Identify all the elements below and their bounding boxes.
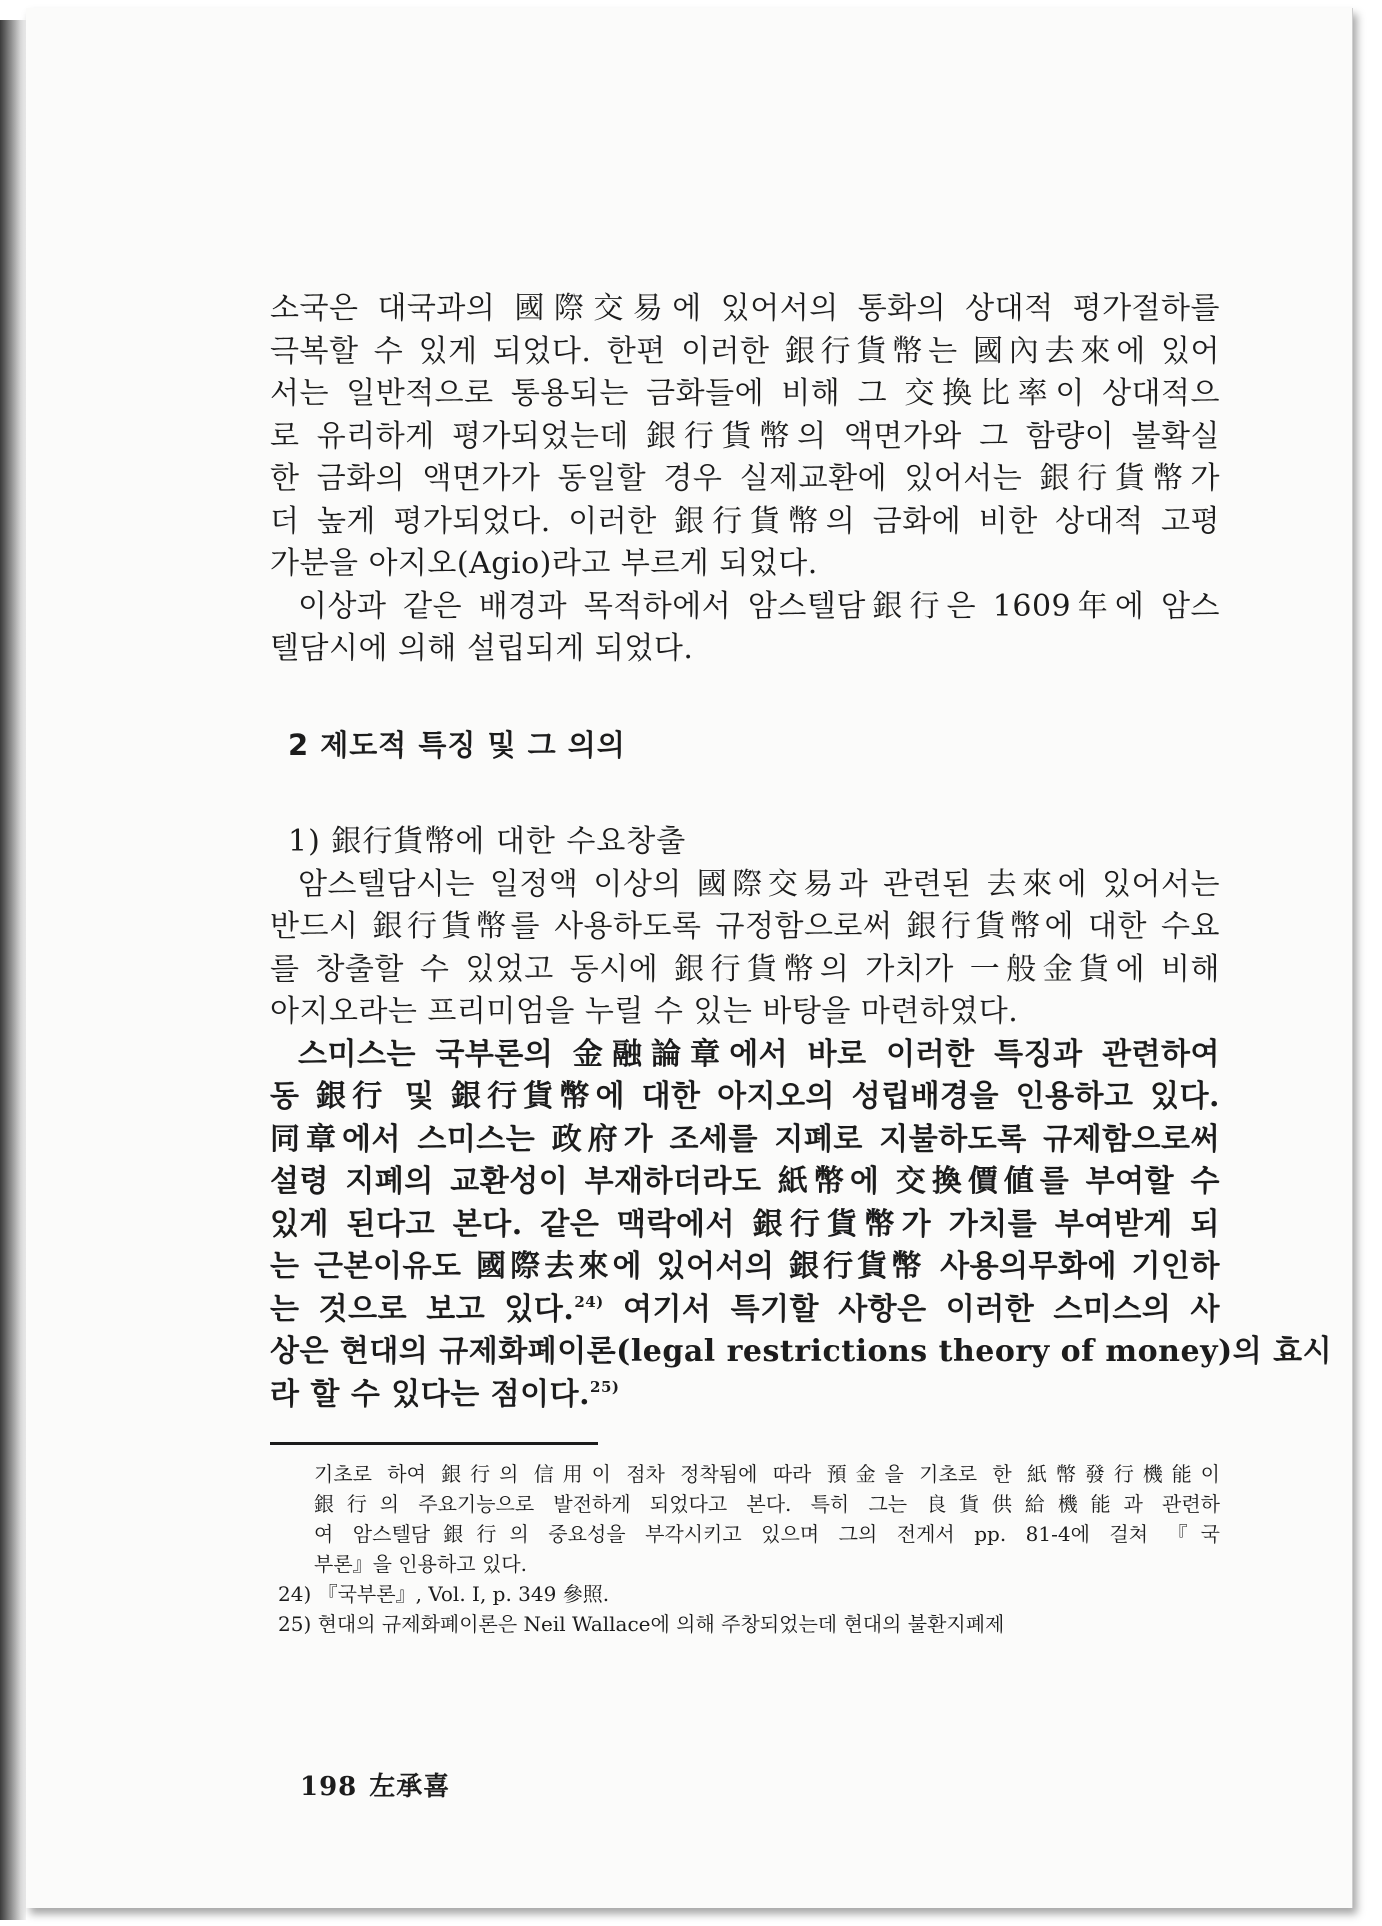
text-line: 설령 지폐의 교환성이 부재하더라도 紙幣에 交換價値를 부여할 수: [270, 1164, 1220, 1199]
page-content: [270, 288, 1333, 1639]
paragraph-3: [270, 864, 1220, 1034]
page-folio: [300, 1766, 462, 1803]
footnote-continued: [270, 1459, 1220, 1579]
footnote-25: 25) 현대의 규제화폐이론은 Neil Wallace에 의해 주창되었는데 현대의 불환지폐제: [278, 1612, 1005, 1636]
page-number: 198: [300, 1772, 358, 1802]
text-fragment: 는 것으로 보고 있다.: [270, 1291, 575, 1327]
text-line: 소국은 대국과의 國際交易에 있어서의 통화의 상대적 평가절하를: [270, 291, 1220, 326]
text-line: 동 銀行 및 銀行貨幣에 대한 아지오의 성립배경을 인용하고 있다.: [270, 1079, 1220, 1114]
footnote-24: 24) 『국부론』, Vol. I, p. 349 參照.: [278, 1582, 610, 1606]
book-spine: [0, 20, 26, 1920]
text-line: [270, 1289, 1220, 1332]
text-fragment: 여기서 특기할 사항은 이러한 스미스의 사: [603, 1291, 1220, 1327]
text-line: 있게 된다고 본다. 같은 맥락에서 銀行貨幣가 가치를 부여받게 되: [270, 1206, 1220, 1242]
text-line: [270, 1374, 1220, 1417]
text-line: 가분을 아지오(Agio)라고 부르게 되었다.: [270, 546, 818, 581]
footnote-marker-25: 25): [590, 1377, 620, 1396]
section-heading: 2 제도적 특징 및 그 의의: [288, 727, 626, 762]
footnote-line: 기초로 하여 銀行의 信用이 점차 정착됨에 따라 預金을 기초로 한 紙幣發行機能이: [314, 1462, 1220, 1486]
text-line: 극복할 수 있게 되었다. 한편 이러한 銀行貨幣는 國內去來에 있어: [270, 333, 1220, 369]
text-line: 서는 일반적으로 통용되는 금화들에 비해 그 交換比率이 상대적으: [270, 376, 1220, 411]
footnote-line: 여 암스텔담銀行의 중요성을 부각시키고 있으며 그의 전게서 pp. 81-4에 걸쳐 『국: [314, 1522, 1220, 1546]
text-line: 상은 현대의 규제화폐이론(legal restrictions theory of money)의 효시: [270, 1334, 1333, 1369]
text-line: 는 근본이유도 國際去來에 있어서의 銀行貨幣 사용의무화에 기인하: [270, 1249, 1220, 1284]
footnote-line: 부론』을 인용하고 있다.: [314, 1552, 527, 1576]
subsection-heading: 1) 銀行貨幣에 대한 수요창출: [288, 823, 687, 859]
text-line: 를 창출할 수 있었고 동시에 銀行貨幣의 가치가 一般金貨에 비해: [270, 951, 1220, 987]
text-line: 더 높게 평가되었다. 이러한 銀行貨幣의 금화에 비한 상대적 고평: [270, 503, 1220, 539]
text-line: 암스텔담시는 일정액 이상의 國際交易과 관련된 去來에 있어서는: [298, 866, 1220, 902]
footnote-marker-24: 24): [574, 1292, 604, 1311]
text-fragment: 라 할 수 있다는 점이다.: [270, 1376, 591, 1412]
footnote-divider: [270, 1442, 598, 1445]
author-name: 左承喜: [369, 1772, 451, 1802]
text-line: 이상과 같은 배경과 목적하에서 암스텔담銀行은 1609年에 암스: [298, 588, 1220, 624]
text-line: 아지오라는 프리미엄을 누릴 수 있는 바탕을 마련하였다.: [270, 994, 1019, 1029]
text-line: 텔담시에 의해 설립되게 되었다.: [270, 631, 694, 666]
paragraph-2: [270, 586, 1220, 671]
text-line: 同章에서 스미스는 政府가 조세를 지폐로 지불하도록 규제함으로써: [270, 1121, 1220, 1157]
text-line: 한 금화의 액면가가 동일할 경우 실제교환에 있어서는 銀行貨幣가: [270, 461, 1220, 496]
footnotes: [270, 1459, 1220, 1639]
text-line: 스미스는 국부론의 金融論章에서 바로 이러한 특징과 관련하여: [298, 1036, 1220, 1072]
paragraph-4: [270, 1034, 1333, 1417]
text-line: 반드시 銀行貨幣를 사용하도록 규정함으로써 銀行貨幣에 대한 수요: [270, 909, 1220, 944]
footnote-line: 銀行의 주요기능으로 발전하게 되었다고 본다. 특히 그는 良貨供給機能과 관련하: [314, 1492, 1220, 1516]
text-line: 로 유리하게 평가되었는데 銀行貨幣의 액면가와 그 함량이 불확실: [270, 418, 1220, 454]
paragraph-1: [270, 288, 1220, 586]
